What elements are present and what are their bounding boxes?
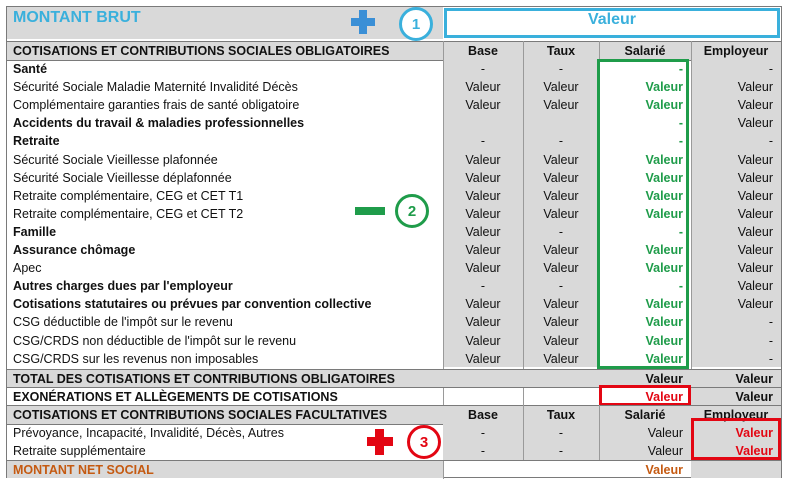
table-row bbox=[7, 442, 781, 460]
col-salarie: Salarié bbox=[624, 44, 666, 58]
exonerations-salarie: Valeur bbox=[645, 390, 683, 404]
base-cell: - bbox=[480, 426, 486, 440]
employeur-cell: - bbox=[768, 333, 773, 348]
employeur-cell: Valeur bbox=[737, 279, 773, 294]
employeur-cell: Valeur bbox=[735, 426, 773, 440]
employeur-cell: Valeur bbox=[737, 224, 773, 239]
salarie-cell: Valeur bbox=[645, 206, 683, 221]
employeur-cell: - bbox=[768, 134, 773, 149]
salarie-cell: Valeur bbox=[645, 152, 683, 167]
facultatives-header-row bbox=[7, 405, 781, 425]
salarie-cell: - bbox=[678, 62, 683, 77]
taux-cell: Valeur bbox=[543, 98, 579, 113]
taux-cell: - bbox=[558, 279, 564, 294]
col-taux-2: Taux bbox=[546, 408, 576, 422]
taux-cell: Valeur bbox=[543, 333, 579, 348]
base-cell: Valeur bbox=[465, 206, 501, 221]
taux-cell: Valeur bbox=[543, 170, 579, 185]
exonerations-employeur: Valeur bbox=[691, 388, 781, 406]
row-label: Sécurité Sociale Maladie Maternité Invalidité Décès bbox=[13, 80, 298, 95]
col-base-2: Base bbox=[468, 408, 498, 422]
montant-net-label: MONTANT NET SOCIAL bbox=[7, 461, 443, 478]
badge-2: 2 bbox=[395, 194, 429, 228]
row-label: Retraite complémentaire, CEG et CET T2 bbox=[13, 206, 244, 221]
row-label: Sécurité Sociale Vieillesse déplafonnée bbox=[13, 170, 232, 185]
taux-cell: Valeur bbox=[543, 297, 579, 312]
salarie-cell: - bbox=[678, 134, 683, 149]
taux-cell: Valeur bbox=[543, 206, 579, 221]
salarie-cell: Valeur bbox=[645, 333, 683, 348]
salarie-cell: Valeur bbox=[645, 315, 683, 330]
taux-cell: - bbox=[558, 444, 564, 458]
row-label: Famille bbox=[13, 224, 57, 239]
salarie-cell: Valeur bbox=[647, 426, 683, 440]
montant-brut-row bbox=[7, 7, 781, 39]
employeur-cell: Valeur bbox=[737, 98, 773, 113]
taux-cell bbox=[523, 114, 599, 132]
salarie-cell: Valeur bbox=[645, 297, 683, 312]
base-cell: Valeur bbox=[465, 315, 501, 330]
base-cell: - bbox=[480, 444, 486, 458]
base-cell: Valeur bbox=[465, 80, 501, 95]
salarie-cell: Valeur bbox=[645, 351, 683, 366]
employeur-cell: - bbox=[768, 62, 773, 77]
minus-icon bbox=[355, 207, 385, 215]
salarie-cell: - bbox=[678, 224, 683, 239]
salarie-cell: Valeur bbox=[645, 80, 683, 95]
taux-cell: Valeur bbox=[543, 188, 579, 203]
base-cell: - bbox=[480, 279, 486, 294]
base-cell: - bbox=[480, 134, 486, 149]
taux-cell: Valeur bbox=[543, 261, 579, 276]
base-cell: - bbox=[480, 62, 486, 77]
row-label: Complémentaire garanties frais de santé obligatoire bbox=[13, 98, 300, 113]
col-taux: Taux bbox=[546, 44, 576, 58]
base-cell: Valeur bbox=[465, 351, 501, 366]
employeur-cell: Valeur bbox=[737, 206, 773, 221]
row-label: Apec bbox=[13, 261, 42, 276]
taux-cell: Valeur bbox=[543, 243, 579, 258]
divider bbox=[523, 41, 524, 405]
salarie-cell: Valeur bbox=[645, 170, 683, 185]
employeur-cell: Valeur bbox=[737, 297, 773, 312]
taux-cell: Valeur bbox=[543, 315, 579, 330]
table-row bbox=[7, 424, 781, 442]
montant-net-row bbox=[7, 460, 781, 478]
employeur-cell: Valeur bbox=[737, 116, 773, 131]
employeur-cell: Valeur bbox=[737, 261, 773, 276]
row-label: Retraite complémentaire, CEG et CET T1 bbox=[13, 188, 244, 203]
total-salarie: Valeur bbox=[645, 372, 683, 386]
base-cell: Valeur bbox=[465, 261, 501, 276]
base-cell: Valeur bbox=[465, 152, 501, 167]
row-label: Autres charges dues par l'employeur bbox=[13, 279, 233, 294]
row-label: CSG/CRDS sur les revenus non imposables bbox=[13, 351, 259, 366]
employeur-cell: Valeur bbox=[735, 444, 773, 458]
employeur-cell: Valeur bbox=[737, 170, 773, 185]
employeur-cell: Valeur bbox=[737, 152, 773, 167]
badge-3: 3 bbox=[407, 425, 441, 459]
montant-net-value: Valeur bbox=[645, 462, 683, 477]
taux-cell: Valeur bbox=[543, 80, 579, 95]
salarie-cell: Valeur bbox=[645, 188, 683, 203]
row-label: Cotisations statutaires ou prévues par convention collective bbox=[13, 297, 372, 312]
montant-brut-label: MONTANT BRUT bbox=[13, 9, 141, 26]
row-label: Santé bbox=[13, 62, 48, 77]
col-salarie-2: Salarié bbox=[624, 408, 666, 422]
salarie-cell: Valeur bbox=[645, 261, 683, 276]
base-cell: Valeur bbox=[465, 297, 501, 312]
employeur-cell: Valeur bbox=[737, 80, 773, 95]
salarie-cell: - bbox=[678, 279, 683, 294]
base-cell: Valeur bbox=[465, 243, 501, 258]
facultatives-header: COTISATIONS ET CONTRIBUTIONS SOCIALES FACULTATIVES bbox=[13, 408, 388, 422]
exonerations-highlight bbox=[599, 385, 691, 406]
col-base: Base bbox=[468, 44, 498, 58]
col-employeur-2: Employeur bbox=[703, 408, 769, 422]
base-cell: Valeur bbox=[465, 170, 501, 185]
salarie-highlight bbox=[597, 59, 689, 369]
employeur-facultatives-highlight bbox=[691, 418, 781, 460]
obligatoires-header: COTISATIONS ET CONTRIBUTIONS SOCIALES OBLIGATOIRES bbox=[13, 44, 390, 58]
employeur-cell: Valeur bbox=[737, 243, 773, 258]
base-cell: Valeur bbox=[465, 333, 501, 348]
total-employeur: Valeur bbox=[735, 372, 773, 386]
taux-cell: Valeur bbox=[543, 152, 579, 167]
col-employeur: Employeur bbox=[703, 44, 769, 58]
plus-icon-red-vertical bbox=[375, 429, 384, 455]
base-cell bbox=[443, 114, 523, 132]
base-cell: Valeur bbox=[465, 224, 501, 239]
row-label: Accidents du travail & maladies professionnelles bbox=[13, 116, 305, 131]
plus-icon-vertical bbox=[359, 10, 367, 34]
salarie-cell: Valeur bbox=[647, 444, 683, 458]
payslip-table bbox=[6, 6, 782, 478]
row-label: CSG déductible de l'impôt sur le revenu bbox=[13, 315, 233, 330]
exonerations-label: EXONÉRATIONS ET ALLÈGEMENTS DE COTISATIONS bbox=[13, 390, 338, 404]
row-label: Prévoyance, Incapacité, Invalidité, Décès, Autres bbox=[13, 426, 284, 440]
taux-cell: Valeur bbox=[543, 351, 579, 366]
row-label: Sécurité Sociale Vieillesse plafonnée bbox=[13, 152, 218, 167]
row-label: Assurance chômage bbox=[13, 243, 136, 258]
taux-cell: - bbox=[558, 134, 564, 149]
taux-cell: - bbox=[558, 62, 564, 77]
montant-net-employeur bbox=[691, 461, 781, 478]
salarie-cell: Valeur bbox=[645, 243, 683, 258]
montant-brut-value: Valeur bbox=[444, 8, 780, 38]
base-cell: Valeur bbox=[465, 98, 501, 113]
employeur-cell: - bbox=[768, 351, 773, 366]
employeur-cell: Valeur bbox=[737, 188, 773, 203]
taux-cell: - bbox=[558, 224, 564, 239]
salarie-cell: - bbox=[678, 116, 683, 131]
badge-1: 1 bbox=[399, 7, 433, 41]
employeur-cell: - bbox=[768, 315, 773, 330]
obligatoires-header-row bbox=[7, 41, 781, 61]
taux-cell: - bbox=[558, 426, 564, 440]
row-label: CSG/CRDS non déductible de l'impôt sur le revenu bbox=[13, 333, 297, 348]
row-label: Retraite supplémentaire bbox=[13, 444, 146, 458]
total-obligatoires-label: TOTAL DES COTISATIONS ET CONTRIBUTIONS OBLIGATOIRES bbox=[13, 372, 395, 386]
salarie-cell: Valeur bbox=[645, 98, 683, 113]
row-label: Retraite bbox=[13, 134, 60, 149]
base-cell: Valeur bbox=[465, 188, 501, 203]
